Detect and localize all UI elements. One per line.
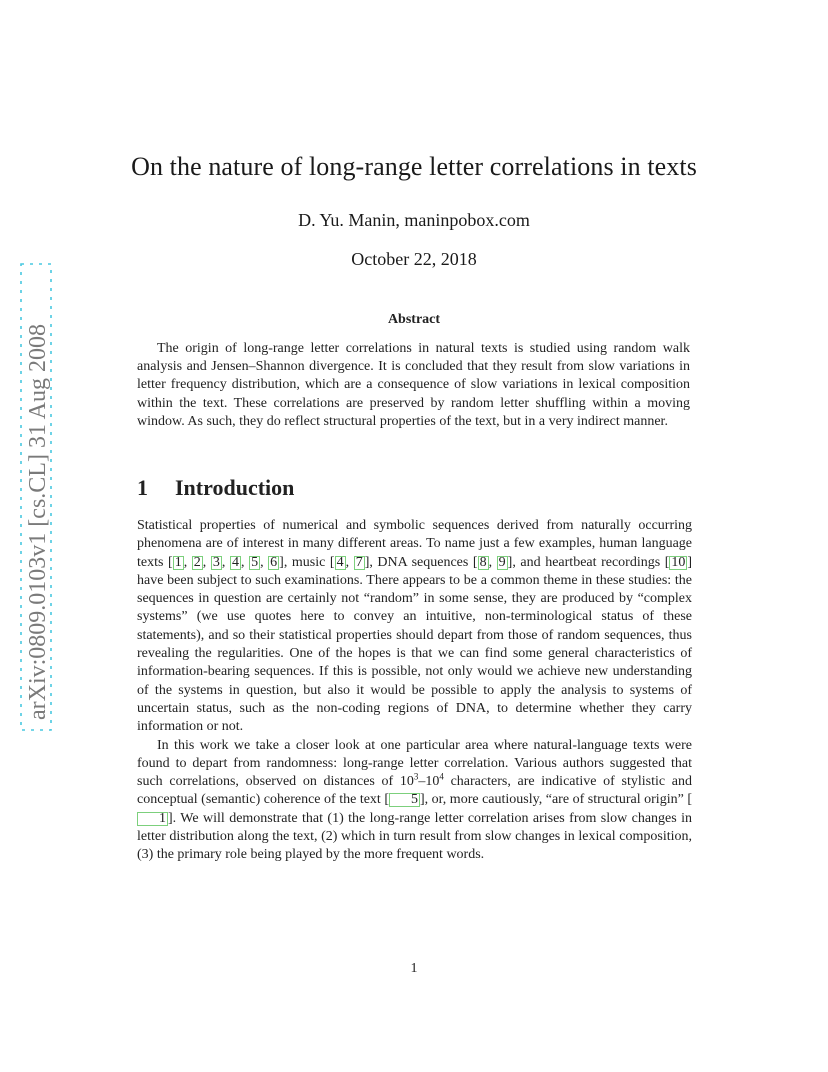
author-line: D. Yu. Manin, maninpobox.com	[298, 210, 530, 230]
exponent: 3	[413, 771, 419, 782]
text-run: ] have been subject to such examinations. There appears to be a common theme in these studies: the sequences in question are certainly not “random” in some sense, they are produced by “complex systems” (we use quotes here to convey an intuitive, non-terminological status of these statements), and so their statistical properties should depart from those of random sequences, thus revealing the regularities. One of the hopes is that we can find some general characteristics of information-bearing sequences. If this is possible, not only would we achieve new understanding of the systems in question, but also it would be possible to apply the analysis to systems of uncertain status, such as the non-coding regions of DNA, to determine whether they carry information or not.	[137, 554, 693, 735]
text-run: characters, are indicative of stylistic and conceptual (semantic) coherence of the text [	[137, 774, 692, 808]
paper-title: On the nature of long-range letter correlations in texts	[131, 152, 697, 181]
text-run: ]. We will demonstrate that (1) the long-range letter correlation arises from slow changes in letter distribution along the text, (2) which in turn result from slow changes in lexical composition, (3) the primary role being played by the more frequent words.	[137, 810, 692, 863]
arxiv-identifier: arXiv:0809.0103v1 [cs.CL] 31 Aug 2008	[25, 324, 51, 720]
citation-link[interactable]: 5	[251, 554, 259, 570]
text-run: ], DNA sequences [	[364, 554, 478, 570]
paper-date: October 22, 2018	[351, 249, 477, 269]
citation-link[interactable]: 10	[671, 554, 686, 570]
citation-link[interactable]: 6	[270, 554, 278, 570]
citation-link[interactable]: 9	[498, 554, 506, 570]
abstract-heading: Abstract	[387, 312, 441, 327]
citation-link[interactable]: 5	[389, 793, 420, 807]
text-run: ], music [	[279, 554, 335, 570]
citation-link[interactable]: 2	[193, 554, 201, 570]
introduction-body	[137, 517, 692, 865]
section-title: Introduction	[175, 475, 295, 500]
citation-link[interactable]: 1	[174, 554, 182, 570]
citation-link[interactable]: 7	[355, 554, 363, 570]
text-run: ], and heartbeat recordings [	[507, 554, 670, 570]
exponent: 4	[439, 771, 444, 782]
section-number: 1	[137, 475, 148, 500]
text-run: –10	[418, 774, 440, 790]
citation-link[interactable]: 3	[212, 554, 220, 570]
page-number: 1	[410, 961, 418, 976]
text-run: In this work we take a closer look at one particular area where natural-language texts were found to depart from randomness: long-range letter correlation. Various authors suggested that such correlations, observed on distances of 10	[137, 737, 692, 790]
abstract-body: The origin of long-range letter correlations in natural texts is studied using random walk analysis and Jensen–Shannon divergence. It is concluded that they result from slow variations in letter frequency distribution, which are a consequence of slow variations in lexical composition within the text. These correlations are preserved by random letter shuffling within a moving window. As such, they do reflect structural properties of the text, but in a very indirect manner.	[137, 341, 690, 429]
paragraph-2	[137, 737, 692, 865]
citation-link[interactable]: 4	[231, 554, 239, 570]
citation-link[interactable]: 1	[137, 812, 168, 826]
citation-link[interactable]: 8	[479, 554, 487, 570]
paragraph-1: Statistical properties of numerical and symbolic sequences derived from naturally occurring phenomena are of interest in many different areas. To name just a few examples, human language texts [ 1 , 2 , 3 , 4 , 5 , 6 ], music [ 4 , 7 ], DNA sequences [ 8 , 9 ], and heartbeat recordings [ 10 ] have been subject to such examinations. There appears to be a common theme in these studies: the sequences in question are certainly not “random” in some sense, they are produced by “complex systems” (we use quotes here to convey an intuitive, non-terminological status of these statements), and so their statistical properties should depart from those of random sequences, thus revealing the regularities. One of the hopes is that we can find some general characteristics of information-bearing sequences. If this is possible, not only would we achieve new understanding of the systems in question, but also it would be possible to apply the analysis to systems of uncertain status, such as the non-coding regions of DNA, to determine whether they carry information or not.	[137, 518, 693, 735]
section-heading	[137, 475, 294, 501]
arxiv-stamp	[19, 262, 53, 732]
text-run: ], or, more cautiously, “are of structural origin” [	[420, 792, 692, 808]
citation-link[interactable]: 4	[336, 554, 344, 570]
text-run: Statistical properties of numerical and symbolic sequences derived from naturally occurring phenomena are of interest in many different areas. To name just a few examples, human language texts [	[137, 518, 692, 570]
